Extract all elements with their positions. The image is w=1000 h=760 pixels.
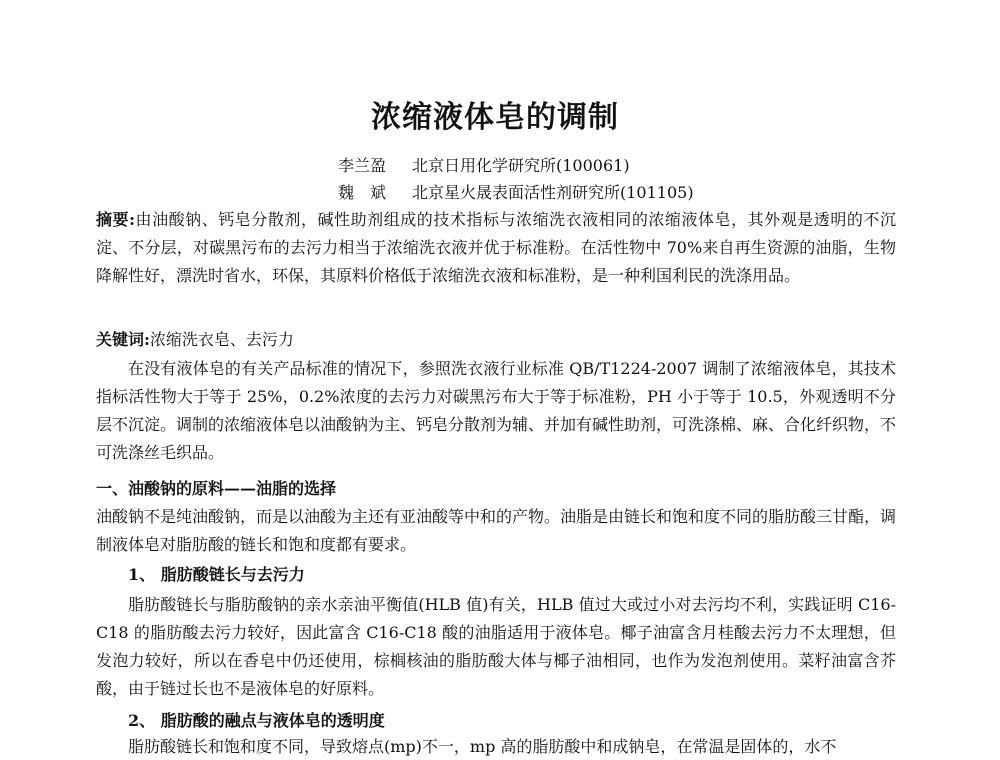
author-affiliation: 北京星火晟表面活性剂研究所(101105) [412,183,694,202]
keywords-label: 关键词: [96,330,150,349]
author-affiliation: 北京日用化学研究所(100061) [412,156,630,175]
author-name: 魏 斌 [338,183,387,202]
subsection-2-heading: 2、 脂肪酸的融点与液体皂的透明度 [128,711,385,730]
abstract-text: 由油酸钠、钙皂分散剂，碱性助剂组成的技术指标与浓缩洗衣液相同的浓缩液体皂，其外观是透明的不沉淀、不分层，对碳黑污布的去污力相当于浓缩洗衣液并优于标准粉。在活性物中 70%来自再生资源的油脂，生物降解性好，漂洗时省水，环保，其原料价格低于浓缩洗衣液和标准粉，是一种利国利民的洗涤用品。 [96,210,896,285]
section-1-heading: 一、油酸钠的原料——油脂的选择 [96,479,337,498]
abstract [96,206,896,290]
paper-title: 浓缩液体皂的调制 [371,100,619,135]
author-name: 李兰盈 [338,156,387,175]
abstract-label: 摘要: [96,210,135,229]
author-line-2 [338,181,694,205]
intro-paragraph: 在没有液体皂的有关产品标准的情况下，参照洗衣液行业标准 QB/T1224-2007 调制了浓缩液体皂，其技术指标活性物大于等于 25%，0.2%浓度的去污力对碳黑污布大于等于标准粉，PH 小于等于 10.5，外观透明不分层不沉淀。调制的浓缩液体皂以油酸钠为主、钙皂分散剂为辅、并加有碱性助剂，可洗涤棉、麻、合化纤织物，不可洗涤丝毛织品。 [96,359,897,462]
subsection-1-heading: 1、 脂肪酸链长与去污力 [128,565,305,584]
subsection-2-paragraph: 脂肪酸链长和饱和度不同，导致熔点(mp)不一，mp 高的脂肪酸中和成钠皂，在常温是固体的，水不 [128,737,837,756]
section-1-paragraph: 油酸钠不是纯油酸钠，而是以油酸为主还有亚油酸等中和的产物。油脂是由链长和饱和度不同的脂肪酸三甘酯，调制液体皂对脂肪酸的链长和饱和度都有要求。 [96,507,897,554]
keywords-text: 浓缩洗衣皂、去污力 [149,330,294,349]
subsection-1-paragraph: 脂肪酸链长与脂肪酸钠的亲水亲油平衡值(HLB 值)有关，HLB 值过大或过小对去污均不利，实践证明 C16-C18 的脂肪酸去污力较好，因此富含 C16-C18 酸的油脂适用于液体皂。椰子油富含月桂酸去污力不太理想，但发泡力较好，所以在香皂中仍还使用，棕榈核油的脂肪酸大体与椰子油相同，也作为发泡剂使用。菜籽油富含芥酸，由于链过长也不是液体皂的好原料。 [96,595,896,698]
keywords [96,326,896,354]
author-line-1 [338,154,630,178]
